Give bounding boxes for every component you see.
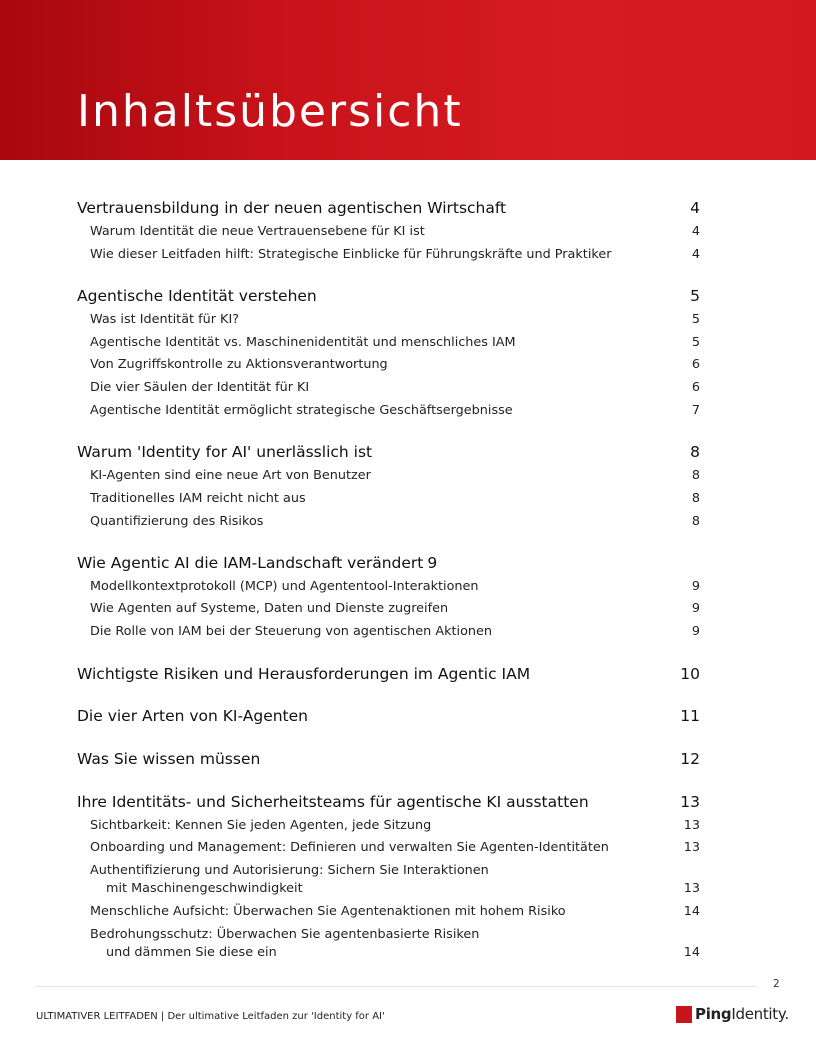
toc-entry[interactable] [90,862,700,898]
toc-entry-title: Wie Agenten auf Systeme, Daten und Dienste zugreifen [90,601,449,616]
toc-section[interactable] [77,663,700,685]
toc-entry-title [90,862,489,898]
toc-entry-title: Menschliche Aufsicht: Überwachen Sie Agentenaktionen mit hohem Risiko [90,904,566,919]
footer-doc-title: Der ultimative Leitfaden zur 'Identity for AI' [167,1011,385,1022]
toc-page-number: 8 [691,491,700,506]
toc-page-number: 5 [691,312,700,327]
toc-entry[interactable] [90,926,700,962]
toc-section-title: Wichtigste Risiken und Herausforderungen im Agentic IAM [77,665,531,683]
toc-entry[interactable] [90,490,700,508]
toc-entry-title: Die vier Säulen der Identität für KI [90,380,310,395]
toc-section-title: Die vier Arten von KI-Agenten [77,707,308,725]
toc-entry[interactable] [90,402,700,420]
toc-section[interactable] [77,552,700,574]
toc-entry-title: KI-Agenten sind eine neue Art von Benutzer [90,468,371,483]
toc-entry[interactable] [90,246,700,264]
toc-page-number: 12 [680,750,700,768]
toc-page-number: 8 [691,468,700,483]
toc-entry-title: Von Zugriffskontrolle zu Aktionsverantwortung [90,357,388,372]
toc-entry-title: Traditionelles IAM reicht nicht aus [90,491,306,506]
toc-entry-title: Die Rolle von IAM bei der Steuerung von agentischen Aktionen [90,624,493,639]
toc-section[interactable] [77,791,700,813]
toc-entry-title: Warum Identität die neue Vertrauensebene für KI ist [90,224,425,239]
toc-page-number: 4 [691,224,700,239]
footer-label: ULTIMATIVER LEITFADEN [36,1011,158,1022]
toc-entry-title-line2: mit Maschinengeschwindigkeit [106,881,303,896]
toc-entry[interactable] [90,513,700,531]
toc-section[interactable] [77,705,700,727]
toc-entry[interactable] [90,839,700,857]
toc-page-number: 9 [691,579,700,594]
toc-page-number: 13 [680,793,700,811]
toc-section-title: Ihre Identitäts- und Sicherheitsteams für agentische KI ausstatten [77,793,589,811]
toc-page-number: 13 [683,881,700,896]
toc-page-number: 9 [427,554,438,572]
logo-wordmark-dot: . [784,1005,789,1023]
toc-entry-title: Was ist Identität für KI? [90,312,240,327]
toc-entry-title [90,926,479,962]
toc-entry-title-line1: Authentifizierung und Autorisierung: Sichern Sie Interaktionen [90,863,489,878]
toc-section-title: Vertrauensbildung in der neuen agentischen Wirtschaft [77,199,507,217]
logo-mark-icon [676,1006,692,1023]
toc-entry[interactable] [90,578,700,596]
toc-entry[interactable] [90,223,700,241]
toc-entry-title-line2: und dämmen Sie diese ein [106,945,277,960]
toc-entry[interactable] [90,356,700,374]
toc-page-number: 5 [691,335,700,350]
toc-page-number: 13 [683,818,700,833]
toc-page-number: 4 [690,199,700,217]
toc-entry[interactable] [90,600,700,618]
toc-page-number: 11 [680,707,700,725]
footer-caption [36,1011,385,1022]
toc-page-number: 6 [691,357,700,372]
page-number: 2 [773,978,780,990]
toc-section[interactable] [77,441,700,463]
toc-entry[interactable] [90,467,700,485]
toc-section-title: Wie Agentic AI die IAM-Landschaft verändert [77,554,424,572]
ping-identity-logo [676,1004,789,1024]
toc-entry-title: Onboarding und Management: Definieren und verwalten Sie Agenten-Identitäten [90,840,609,855]
toc-page-number: 9 [691,624,700,639]
toc-page-number: 13 [683,840,700,855]
footer-divider [36,986,756,987]
logo-wordmark-light: Identity [731,1005,785,1023]
toc-section-title: Agentische Identität verstehen [77,287,317,305]
toc-entry[interactable] [90,311,700,329]
toc-entry-title: Quantifizierung des Risikos [90,514,264,529]
toc-page-number: 10 [680,665,700,683]
toc-page-number: 5 [690,287,700,305]
toc-entry[interactable] [90,903,700,921]
toc-page-number: 6 [691,380,700,395]
toc-section[interactable] [77,285,700,307]
toc-entry[interactable] [90,334,700,352]
logo-wordmark-bold: Ping [695,1005,732,1023]
toc-section[interactable] [77,197,700,219]
toc-entry-title: Sichtbarkeit: Kennen Sie jeden Agenten, jede Sitzung [90,818,432,833]
toc-entry-title: Agentische Identität vs. Maschinenidentität und menschliches IAM [90,335,516,350]
toc-page-number: 4 [691,247,700,262]
toc-page-number: 8 [691,514,700,529]
toc-entry-title: Wie dieser Leitfaden hilft: Strategische Einblicke für Führungskräfte und Praktiker [90,247,612,262]
toc-entry-title: Modellkontextprotokoll (MCP) und Agententool-Interaktionen [90,579,479,594]
toc-page-number: 8 [690,443,700,461]
toc-entry[interactable] [90,623,700,641]
footer-separator: | [157,1011,168,1022]
toc-entry-title-line1: Bedrohungsschutz: Überwachen Sie agentenbasierte Risiken [90,927,480,942]
toc-page-number: 14 [683,904,700,919]
toc-section-title: Warum 'Identity for AI' unerlässlich ist [77,443,373,461]
header-banner [0,0,816,160]
toc-entry[interactable] [90,379,700,397]
page-title: Inhaltsübersicht [77,86,463,137]
toc-page-number: 7 [691,403,700,418]
toc-page-number: 9 [691,601,700,616]
toc-section[interactable] [77,748,700,770]
toc-page-number: 14 [683,945,700,960]
toc-section-title: Was Sie wissen müssen [77,750,261,768]
logo-wordmark [695,1005,789,1023]
toc-entry[interactable] [90,817,700,835]
toc-entry-title: Agentische Identität ermöglicht strategische Geschäftsergebnisse [90,403,513,418]
